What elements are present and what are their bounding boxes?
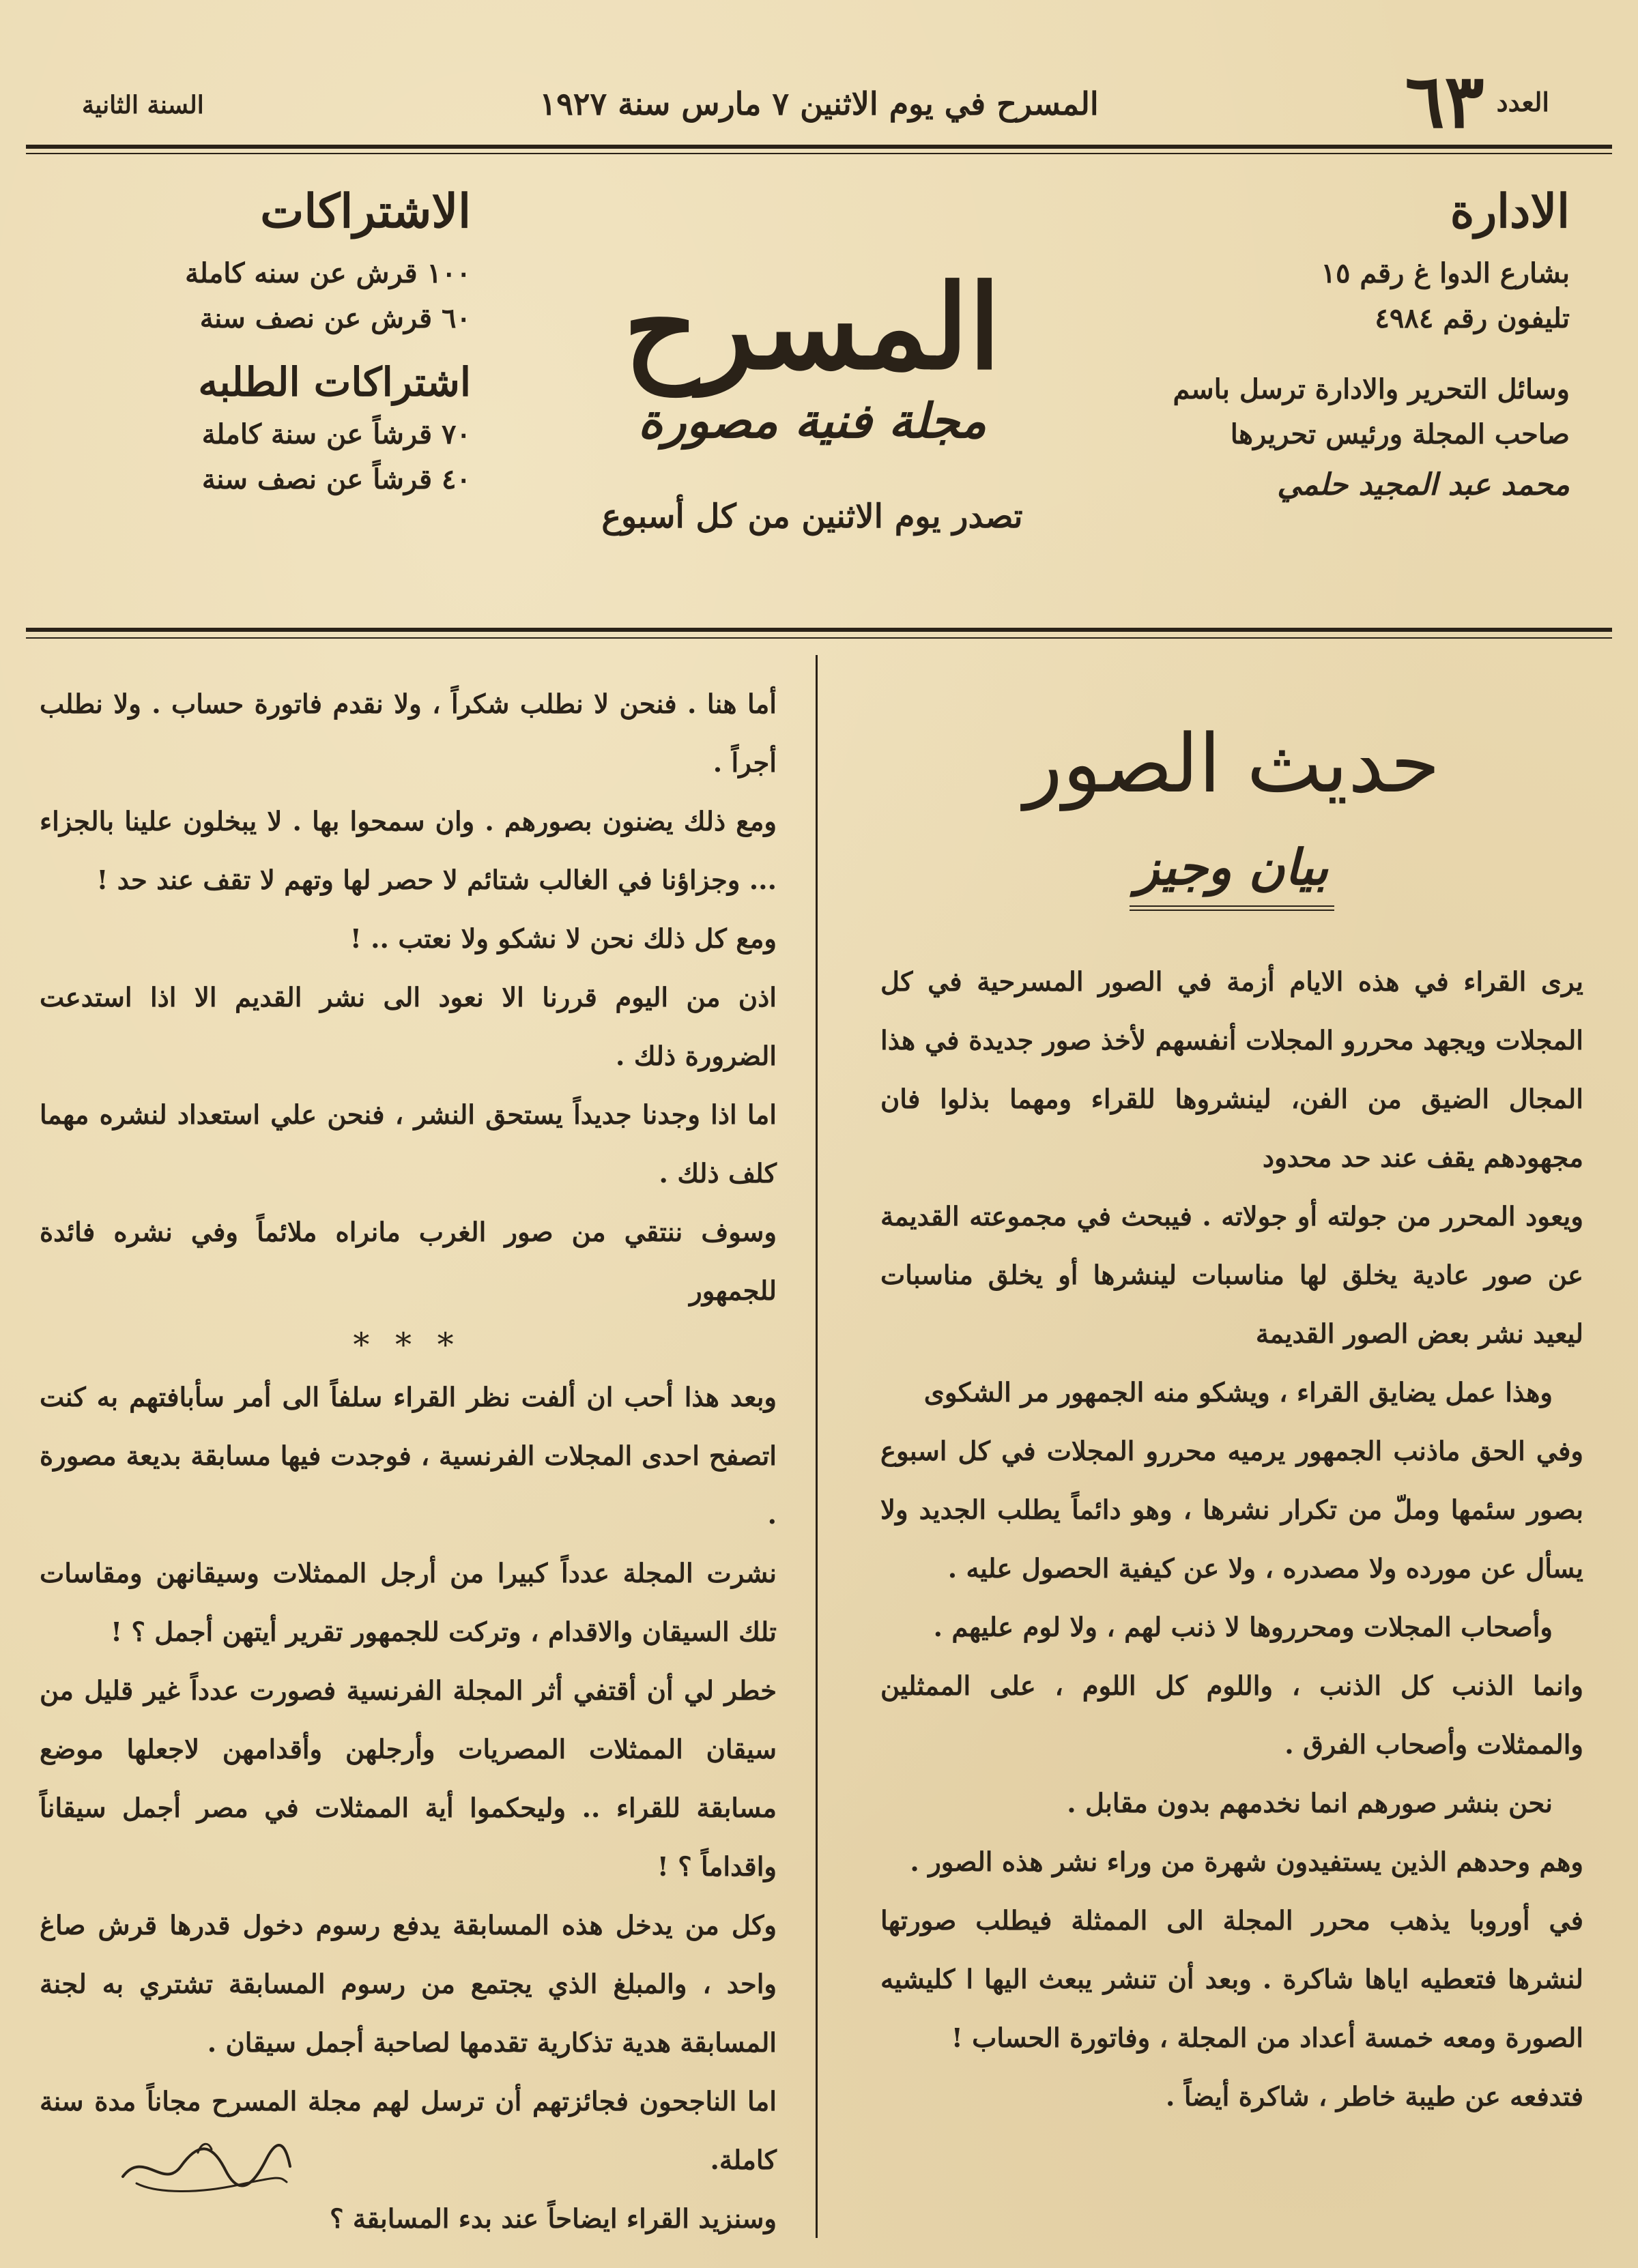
paragraph: وسوف ننتقي من صور الغرب مانراه ملائماً وفي نشره فائدة للجمهور xyxy=(40,1217,777,1307)
subtitle-ornament xyxy=(1130,903,1334,912)
volume-label: السنة الثانية xyxy=(82,91,204,119)
masthead-title-block xyxy=(519,259,1106,536)
paragraph: اما الناجحون فجائزتهم أن ترسل لهم مجلة المسرح مجاناً مدة سنة كاملة. xyxy=(40,2087,777,2176)
paragraph: اما اذا وجدنا جديداً يستحق النشر ، فنحن علي استعداد لنشره مهما كلف ذلك . xyxy=(40,1100,777,1189)
right-column xyxy=(880,675,1583,2127)
paragraph: نحن بنشر صورهم انما نخدمهم بدون مقابل . xyxy=(1067,1788,1553,1819)
paragraph: ويعود المحرر من جولته أو جولاته . فيبحث في مجموعته القديمة عن صور عادية يخلق لها مناسبات لينشرها أو يخلق مناسبات ليعيد نشر بعض الصور القديمة xyxy=(880,1202,1583,1350)
running-header xyxy=(41,59,1597,147)
paragraph: وبعد هذا أحب ان ألفت نظر القراء سلفاً الى أمر سأبافتهم به كنت اتصفح احدى المجلات الفرنسية ، فوجدت فيها مسابقة بديعة مصورة . xyxy=(40,1382,777,1530)
masthead-rule xyxy=(26,628,1612,632)
issue-label: العدد xyxy=(1496,86,1549,117)
column-divider xyxy=(816,655,818,2238)
admin-phone: تليفون رقم ٤٩٨٤ xyxy=(1375,302,1570,334)
paragraph: فتدفعه عن طيبة خاطر ، شاكرة أيضاً . xyxy=(1166,2082,1583,2112)
dateline: المسرح في يوم الاثنين ٧ مارس سنة ١٩٢٧ xyxy=(539,85,1099,122)
paragraph: وهم وحدهم الذين يستفيدون شهرة من وراء نشر هذه الصور . xyxy=(910,1847,1583,1878)
subscriptions-box xyxy=(89,184,471,502)
admin-line-1: وسائل التحرير والادارة ترسل باسم xyxy=(1173,373,1570,405)
paragraph: اذن من اليوم قررنا الا نعود الى نشر القديم الا اذا استدعت الضرورة ذلك . xyxy=(40,983,777,1072)
magazine-subtitle: مجلة فنية مصورة xyxy=(637,392,987,449)
admin-owner: محمد عبد المجيد حلمي xyxy=(1277,467,1570,502)
administration-heading: الادارة xyxy=(1450,184,1570,239)
paragraph: أما هنا . فنحن لا نطلب شكراً ، ولا نقدم فاتورة حساب . ولا نطلب أجراً . xyxy=(40,689,777,779)
paragraph: وفي الحق ماذنب الجمهور يرميه محررو المجلات في كل اسبوع بصور سئمها وملّ من تكرار نشرها ، وهو دائماً يطلب الجديد ولا يسأل عن مورده ولا مصدره ، ولا عن كيفية الحصول عليه . xyxy=(880,1436,1583,1584)
admin-address: بشارع الدوا غ رقم ١٥ xyxy=(1321,257,1570,289)
subscription-year: ١٠٠ قرش عن سنه كاملة xyxy=(185,257,471,289)
paragraph: ومع ذلك يضنون بصورهم . وان سمحوا بها . لا يبخلون علينا بالجزاء ... وجزاؤنا في الغالب شتائم لا حصر لها وتهم لا تقف عند حد ! xyxy=(40,806,777,896)
student-subscription-half: ٤٠ قرشاً عن نصف سنة xyxy=(201,463,471,495)
section-asterism: * * * xyxy=(353,1326,463,1364)
student-subscription-year: ٧٠ قرشاً عن سنة كاملة xyxy=(201,418,471,450)
paragraph: يرى القراء في هذه الايام أزمة في الصور المسرحية في كل المجلات ويجهد محررو المجلات أنفسهم لأخذ صور جديدة في هذا المجال الضيق من الفن، لينشروها للقراء ومهما بذلوا فان مجهودهم يقف عند حد محدود xyxy=(880,967,1583,1174)
paragraph: نشرت المجلة عدداً كبيرا من أرجل الممثلات وسيقانهن ومقاسات تلك السيقان والاقدام ، وتركت للجمهور تقرير أيتهن أجمل ؟ ! xyxy=(40,1558,777,1648)
paragraph: وسنزيد القراء ايضاحاً عند بدء المسابقة ؟ xyxy=(330,2204,777,2235)
handwritten-signature xyxy=(116,2129,293,2204)
article-title: حديث الصور xyxy=(1023,716,1441,811)
subscriptions-heading: الاشتراكات xyxy=(260,184,471,239)
paragraph: وانما الذنب كل الذنب ، واللوم كل اللوم ، على الممثلين والممثلات وأصحاب الفرق . xyxy=(880,1671,1583,1760)
paragraph: خطر لي أن أقتفي أثر المجلة الفرنسية فصورت عدداً غير قليل من سيقان الممثلات المصريات وأرجلهن وأقدامهن لاجعلها موضع مسابقة للقراء .. وليحكموا أية الممثلات في مصر أجمل سيقاناً واقداماً ؟ ! xyxy=(40,1676,777,1882)
paragraph: وأصحاب المجلات ومحرروها لا ذنب لهم ، ولا لوم عليهم . xyxy=(933,1612,1553,1643)
left-column xyxy=(40,675,777,2249)
paragraph: ومع كل ذلك نحن لا نشكو ولا نعتب .. ! xyxy=(349,924,777,955)
subscription-half: ٦٠ قرش عن نصف سنة xyxy=(199,302,471,334)
header-rule-thin xyxy=(26,153,1612,154)
paragraph: وهذا عمل يضايق القراء ، ويشكو منه الجمهور مر الشكوى xyxy=(923,1378,1553,1408)
paragraph: في أوروبا يذهب محرر المجلة الى الممثلة فيطلب صورتها لنشرها فتعطيه اياها شاكرة . وبعد أن تنشر يبعث اليها ا كليشيه الصورة ومعه خمسة أعداد من المجلة ، وفاتورة الحساب ! xyxy=(880,1906,1583,2054)
admin-line-2: صاحب المجلة ورئيس تحريرها xyxy=(1230,418,1570,450)
header-rule xyxy=(26,145,1612,149)
paragraph: وكل من يدخل هذه المسابقة يدفع رسوم دخول قدرها قرش صاغ واحد ، والمبلغ الذي يجتمع من رسوم المسابقة تشتري به لجنة المسابقة هدية تذكارية تقدمها لصاحبة أجمل سيقان . xyxy=(40,1910,777,2059)
magazine-title: المسرح xyxy=(623,259,1001,396)
administration-box xyxy=(1106,184,1570,508)
masthead-rule-thin xyxy=(26,637,1612,639)
issue-number: ٦٣ xyxy=(1405,59,1484,145)
student-subscriptions-heading: اشتراكات الطلبه xyxy=(198,359,471,405)
publication-frequency: تصدر يوم الاثنين من كل أسبوع xyxy=(601,497,1023,536)
article-subtitle: بيان وجيز xyxy=(1135,838,1329,896)
